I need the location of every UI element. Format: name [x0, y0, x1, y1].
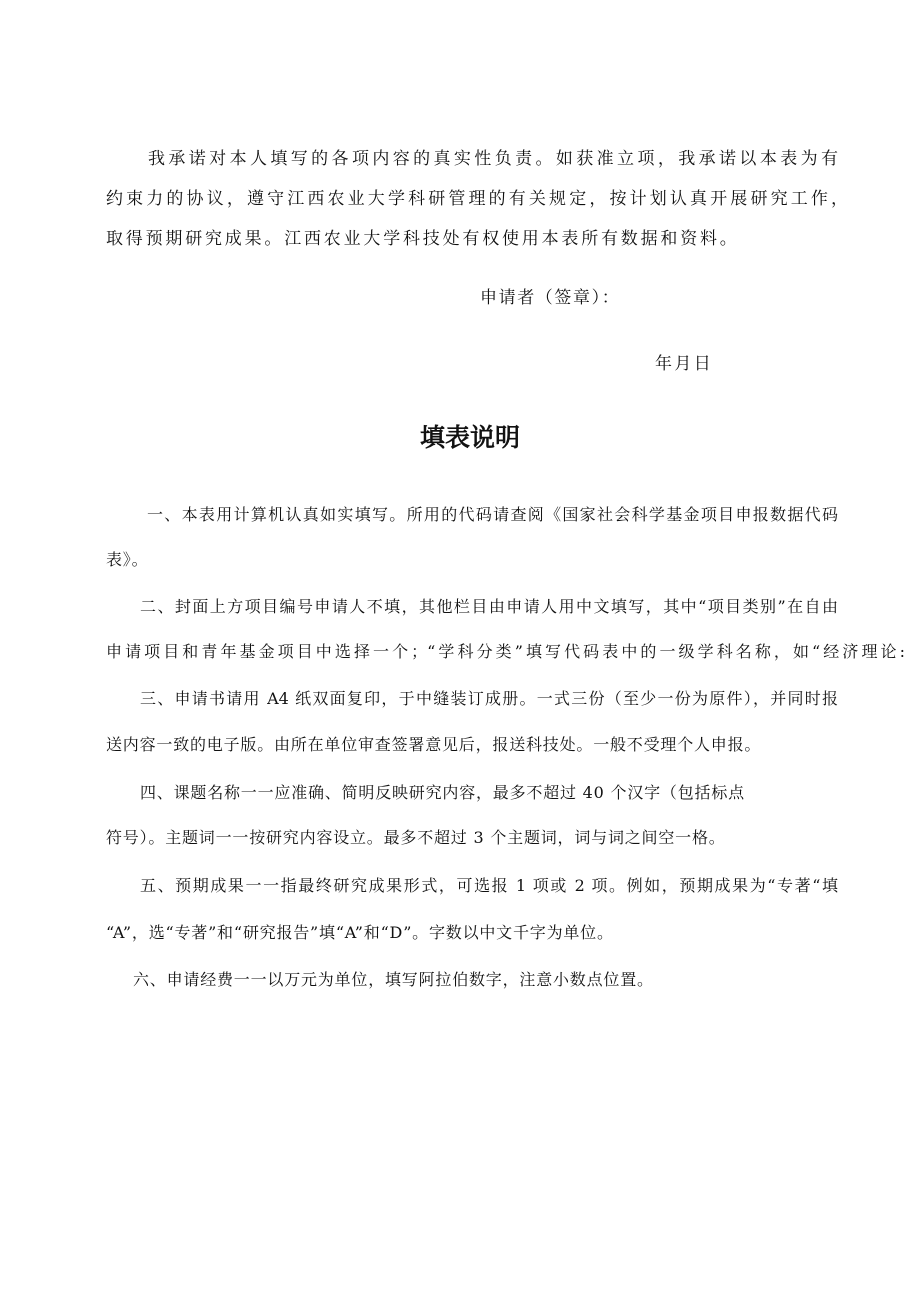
- signature-label: 申请者（签章）：: [480, 288, 621, 308]
- instruction-line: 送内容一致的电子版。由所在单位审查签署意见后，报送科技处。一般不受理个人申报。: [106, 735, 762, 754]
- instruction-line: 申请项目和青年基金项目中选择一个；“学科分类”填写代码表中的一级学科名称，如“经济理论:: [106, 642, 905, 661]
- instruction-line: 五、预期成果一一指最终研究成果形式，可选报 1 项或 2 项。例如，预期成果为“专著“填: [140, 876, 838, 895]
- instruction-line: 三、申请书请用 A4 纸双面复印，于中缝装订成册。一式三份（至少一份为原件），并同时报: [140, 689, 838, 708]
- instruction-line: 四、课题名称一一应准确、简明反映研究内容，最多不超过 40 个汉字（包括标点: [140, 783, 745, 802]
- instruction-line: “A”，选“专著”和“研究报告”填“A”和“D”。字数以中文千字为单位。: [106, 923, 614, 942]
- pledge-line: 取得预期研究成果。江西农业大学科技处有权使用本表所有数据和资料。: [106, 229, 740, 249]
- instruction-line: 符号）。主题词一一按研究内容设立。最多不超过 3 个主题词，词与词之间空一格。: [106, 828, 726, 847]
- pledge-line: 我承诺对本人填写的各项内容的真实性负责。如获准立项，我承诺以本表为有: [148, 149, 838, 169]
- pledge-line: 约束力的协议，遵守江西农业大学科研管理的有关规定，按计划认真开展研究工作，: [106, 189, 848, 209]
- signature-date: 年月日: [655, 354, 714, 374]
- instruction-line: 一、本表用计算机认真如实填写。所用的代码请查阅《国家社会科学基金项目申报数据代码: [147, 505, 838, 524]
- instructions-title: 填表说明: [419, 423, 520, 452]
- instruction-line: 六、申请经费一一以万元为单位，填写阿拉伯数字，注意小数点位置。: [133, 970, 654, 989]
- instruction-line: 表》。: [106, 550, 149, 569]
- instruction-line: 二、封面上方项目编号申请人不填，其他栏目由申请人用中文填写，其中“项目类别”在自由: [140, 597, 838, 616]
